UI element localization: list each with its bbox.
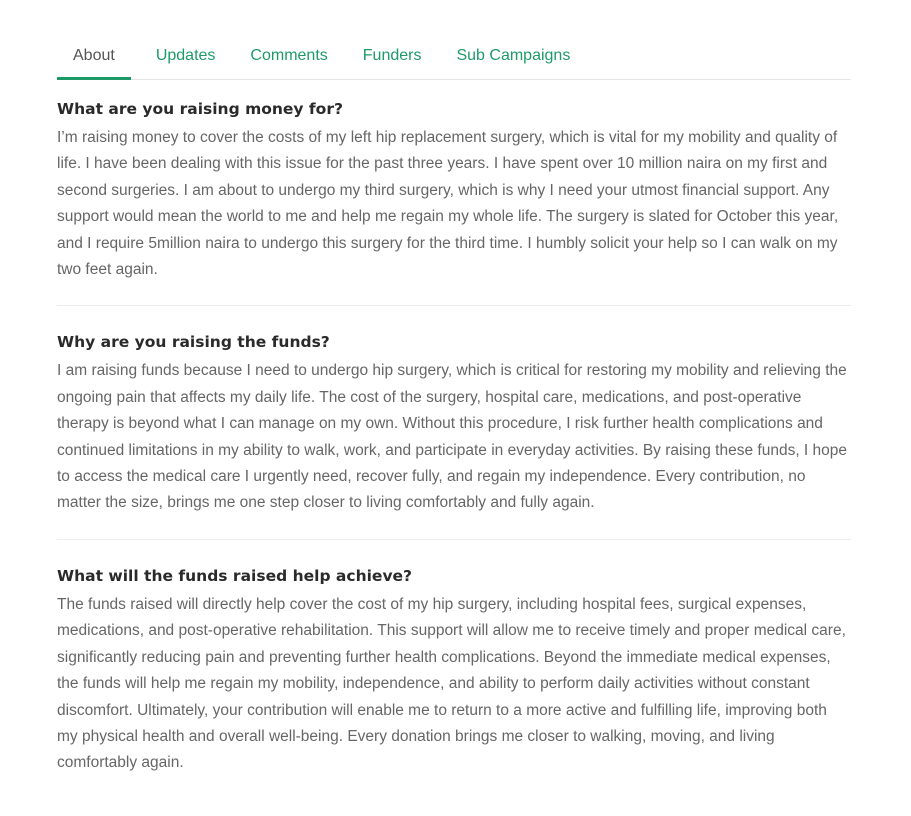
section-question: What will the funds raised help achieve? bbox=[57, 566, 413, 585]
tab-about[interactable]: About bbox=[57, 47, 131, 79]
section-answer: I’m raising money to cover the costs of my left hip replacement surgery, which is vital for my mobility and quality of life. I have been dealing with this issue for the past three years. I have spent over 10 million naira on my first and second surgeries. I am about to undergo my third surgery, which is why I need your utmost financial support. Any support would mean the world to me and help me regain my whole life. The surgery is slated for October this year, and I require 5million naira to undergo this surgery for the third time. I humbly solicit your help so I can walk on my two feet again. bbox=[57, 129, 839, 279]
tab-sub-campaigns[interactable]: Sub Campaigns bbox=[456, 47, 571, 64]
tab-updates[interactable]: Updates bbox=[155, 47, 216, 64]
section-question: Why are you raising the funds? bbox=[57, 333, 330, 352]
section-why-raising bbox=[57, 306, 851, 539]
tab-comments[interactable]: Comments bbox=[250, 47, 328, 64]
section-raising-for bbox=[57, 80, 851, 306]
campaign-details bbox=[57, 0, 851, 799]
section-funds-achieve bbox=[57, 540, 851, 799]
section-answer: I am raising funds because I need to undergo hip surgery, which is critical for restoring my mobility and relieving the ongoing pain that affects my daily life. The cost of the surgery, hospital care, medications, and post-operative therapy is beyond what I can manage on my own. Without this procedure, I risk further health complications and continued limitations in my ability to walk, work, and participate in everyday activities. By raising these funds, I hope to access the medical care I urgently need, recover fully, and regain my independence. Every contribution, no matter the size, brings me one step closer to living comfortably and fully again. bbox=[57, 362, 848, 512]
tab-funders[interactable]: Funders bbox=[362, 47, 422, 64]
tab-bar bbox=[57, 0, 851, 80]
section-answer: The funds raised will directly help cover the cost of my hip surgery, including hospital fees, surgical expenses, medications, and post-operative rehabilitation. This support will allow me to receive timely and proper medical care, significantly reducing pain and preventing further health complications. Beyond the immediate medical expenses, the funds will help me regain my mobility, independence, and ability to perform daily activities without constant discomfort. Ultimately, your contribution will enable me to return to a more active and fulfilling life, improving both my physical health and overall well-being. Every donation brings me closer to walking, moving, and living comfortably again. bbox=[57, 595, 846, 772]
section-question: What are you raising money for? bbox=[57, 100, 343, 118]
